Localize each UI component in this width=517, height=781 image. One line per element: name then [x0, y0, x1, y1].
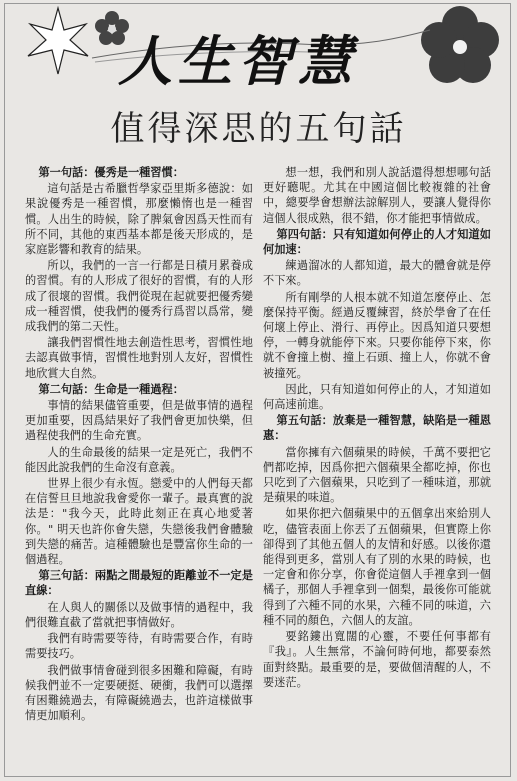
paragraph: 世界上很少有永恆。戀愛中的人們每天都在信誓旦旦地說我會愛你一輩子。最真實的說法是："我今天，此時此刻正在真心地愛著你。" 明天也許你會失戀，失戀後我們會體驗到失戀的痛苦。這種體驗也是豐富你生命的一個過程。 — [25, 477, 253, 567]
paragraph: 在人與人的關係以及做事情的過程中，我們很難直截了當就把事情做好。 — [25, 600, 253, 629]
paragraph: 因此，只有知道如何停止的人，才知道如何高速前進。 — [263, 382, 491, 412]
large-flower-icon — [421, 6, 499, 83]
left-column — [25, 165, 253, 724]
paragraph: 人的生命最後的結果一定是死亡，我們不能因此說我們的生命沒有意義。 — [25, 445, 253, 474]
banner-title: 人生智慧 — [118, 29, 358, 93]
paragraph: 當你擁有六個蘋果的時候，千萬不要把它們都吃掉，因爲你把六個蘋果全都吃掉，你也只吃到了六個蘋果，只吃到了一種味道，那就是蘋果的味道。 — [263, 445, 491, 505]
paragraph: 所有剛學的人根本就不知道怎麼停止、怎麼保持平衡。經過反覆練習，終於學會了在任何壞上停止、滑行、再停止。因爲知道只要想停，一轉身就能停下來。只要你能停下來，你就不會撞上樹、撞上石頭、撞上人，你就不會被撞死。 — [263, 290, 491, 380]
section-heading: 第三句話：兩點之間最短的距離並不一定是直線： — [25, 568, 253, 598]
paragraph: 我們做事情會碰到很多困難和障礙，有時候我們並不一定要硬挺、硬衝，我們可以選擇有困難繞過去，有障礙繞過去，也許這樣做事情更加順利。 — [25, 663, 253, 723]
section-heading: 第一句話：優秀是一種習慣： — [38, 165, 184, 179]
paragraph: 練過溜冰的人都知道，最大的體會就是停不下來。 — [263, 259, 491, 288]
paragraph: 要銘鏤出寬闊的心靈，不要任何事都有『我』。人生無常，不論何時何地，都要泰然面對終點。最重要的是，要做個清醒的人，不要迷茫。 — [263, 630, 491, 689]
section-heading: 第五句話：放棄是一種智慧，缺陷是一種恩惠： — [263, 413, 491, 443]
section-heading: 第四句話：只有知道如何停止的人才知道如何加速： — [263, 226, 491, 257]
paragraph: 如果你把六個蘋果中的五個拿出來給別人吃，儘管表面上你丟了五個蘋果，但實際上你卻得到了其他五個人的友情和好感。以後你還能得到更多，當別人有了別的水果的時候，也一定會和你分享，你會從這個人手裡拿到一個橘子，那個人手裡拿到一個梨，最後你可能就得到了六種不同的水果，六種不同的味道，六種不同的顏色，六個人的友誼。 — [263, 507, 491, 627]
paragraph: 所以，我們的一言一行都是日積月累養成的習慣。有的人形成了很好的習慣，有的人形成了很壞的習慣。我們從現在起就要把優秀變成一種習慣，使我們的優秀行爲習以爲常，變成我們的第二天性。 — [25, 259, 253, 334]
paragraph: 想一想，我們和別人說話還得想想哪句話更好聽呢。尤其在中國這個比較複雜的社會中，總要學會想辦法諒解別人，要讓人覺得你這個人很成熟，很不錯，你才能把事情做成。 — [263, 166, 491, 225]
right-column — [263, 165, 491, 691]
paragraph: 這句話是古希臘哲學家亞里斯多德說：如果說優秀是一種習慣，那麼懶惰也是一種習慣。人出生的時候，除了脾氣會因爲天性而有所不同，其他的東西基本都是後天形成的，是家庭影響和教育的結果。 — [25, 182, 253, 257]
starburst-icon — [28, 8, 88, 74]
banner — [0, 0, 517, 95]
paragraph: 讓我們習慣性地去創造性思考，習慣性地去認真做事情，習慣性地對別人友好，習慣性地欣賞大自然。 — [25, 336, 253, 380]
paragraph: 事情的結果儘管重要，但是做事情的過程更加重要，因爲結果好了我們會更加快樂，但過程使我們的生命充實。 — [25, 399, 253, 443]
paragraph: 我們有時需要等待，有時需要合作，有時需要技巧。 — [25, 632, 253, 661]
section-heading: 第二句話：生命是一種過程： — [38, 381, 184, 396]
headline: 值得深思的五句話 — [110, 109, 407, 149]
